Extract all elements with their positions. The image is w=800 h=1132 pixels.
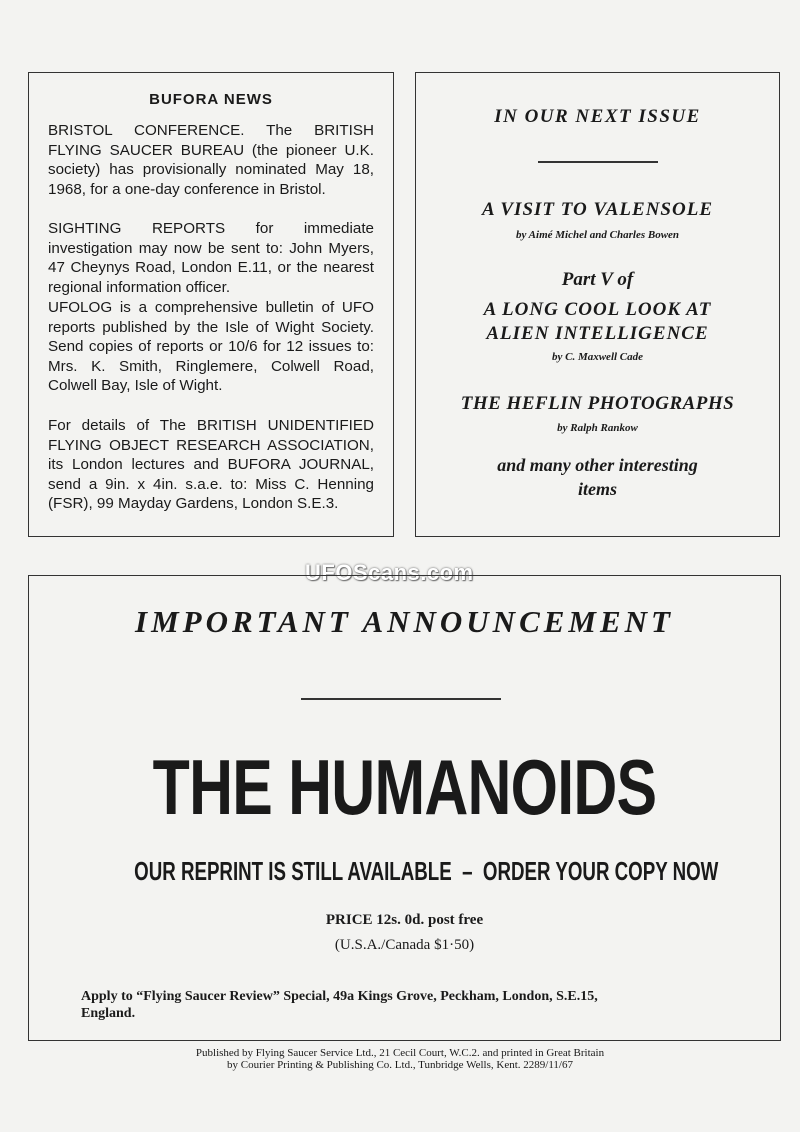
article-byline: by Aimé Michel and Charles Bowen — [515, 229, 680, 241]
humanoids-title: THE HUMANOIDS — [152, 743, 657, 831]
news-paragraph-ufolog: UFOLOG is a comprehensive bulletin of UFO reports published by the Isle of Wight Society. Send copies of reports or 10/6 for 12 issues to: Mrs. K. Smith, Ringlemere, Colwell Road, Colwell Bay, Isle of Wight. — [48, 299, 374, 394]
news-paragraph-bufora: For details of The BRITISH UNIDENTIFIED FLYING OBJECT RESEARCH ASSOCIATION, its London lectures and BUFORA JOURNAL, send a 9in. x 4in. s.a.e. to: Miss C. Henning (FSR), 99 Mayday Gardens, London S.E.3. — [48, 417, 374, 512]
reprint-subtitle: OUR REPRINT IS STILL AVAILABLE – ORDER YOUR COPY NOW — [134, 856, 719, 886]
announcement-box — [28, 575, 781, 1041]
next-issue-heading: IN OUR NEXT ISSUE — [494, 106, 701, 127]
bufora-news-box — [28, 72, 394, 537]
bufora-news-heading: BUFORA NEWS — [149, 91, 273, 108]
divider — [538, 161, 658, 163]
news-paragraph-bristol: BRISTOL CONFERENCE. The BRITISH FLYING SAUCER BUREAU (the pioneer U.K. society) has provisionally nominated May 18, 1968, for a one-day conference in Bristol. — [48, 122, 374, 198]
article-byline: by Ralph Rankow — [557, 422, 638, 434]
article-title: A VISIT TO VALENSOLE — [482, 199, 713, 220]
closing-line: and many other interesting — [497, 455, 698, 475]
article-title: THE HEFLIN PHOTOGRAPHS — [460, 393, 735, 414]
article-part: Part V of — [561, 269, 634, 290]
article-title: ALIEN INTELLIGENCE — [486, 323, 709, 344]
divider — [301, 698, 501, 700]
next-issue-box — [415, 72, 780, 537]
apply-country: England. — [81, 1006, 136, 1021]
printer-line: by Courier Printing & Publishing Co. Ltd., Tunbridge Wells, Kent. 2289/11/67 — [227, 1059, 573, 1071]
closing-line: items — [578, 479, 617, 499]
publisher-line: Published by Flying Saucer Service Ltd., 21 Cecil Court, W.C.2. and printed in Great Britain — [195, 1047, 605, 1059]
news-paragraph-sighting: SIGHTING REPORTS for immediate investigation may now be sent to: John Myers, 47 Cheynys Road, London E.11, or the nearest regional information officer. — [48, 220, 374, 296]
price: PRICE 12s. 0d. post free — [325, 912, 484, 928]
article-byline: by C. Maxwell Cade — [551, 351, 644, 363]
watermark: UFOScans.com — [305, 560, 474, 585]
apply-address: Apply to “Flying Saucer Review” Special, 49a Kings Grove, Peckham, London, S.E.15, — [81, 989, 598, 1004]
article-title: A LONG COOL LOOK AT — [483, 299, 712, 320]
announcement-heading: IMPORTANT ANNOUNCEMENT — [135, 604, 674, 639]
price-overseas: (U.S.A./Canada $1·50) — [334, 937, 475, 953]
